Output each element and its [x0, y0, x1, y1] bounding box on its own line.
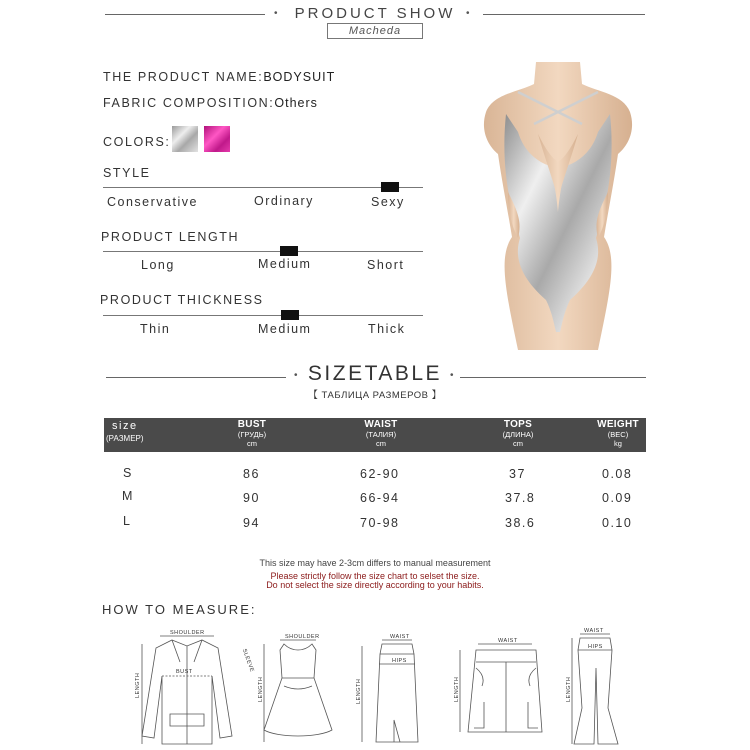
header-tops: TOPS (ДЛИНА) cm	[502, 419, 534, 448]
header-size: size (РАЗМЕР)	[106, 420, 144, 443]
row-m-waist: 66-94	[360, 491, 400, 505]
length-label: PRODUCT LENGTH	[101, 230, 240, 244]
thickness-option-medium: Medium	[258, 322, 312, 336]
row-s-bust: 86	[243, 467, 260, 481]
product-name	[103, 70, 335, 84]
fabric-composition	[103, 96, 318, 110]
style-option-conservative: Conservative	[107, 195, 198, 209]
diagram-skirt	[354, 634, 424, 748]
diagram-dress	[258, 630, 338, 748]
sizetable-dot-right: •	[450, 370, 454, 381]
row-m-weight: 0.09	[602, 491, 633, 505]
row-l-tops: 38.6	[505, 516, 536, 530]
row-s-size: S	[123, 466, 133, 480]
style-option-ordinary: Ordinary	[254, 194, 314, 208]
length-option-medium: Medium	[258, 257, 312, 271]
svg-text:LENGTH: LENGTH	[356, 678, 362, 704]
size-warning-1: Please strictly follow the size chart to selset the size.	[270, 571, 480, 581]
thickness-option-thin: Thin	[140, 322, 171, 336]
label-sleeve: SLEEVE	[240, 648, 255, 674]
product-image	[478, 62, 638, 350]
thickness-option-thick: Thick	[368, 322, 406, 336]
svg-text:HIPS: HIPS	[392, 658, 407, 664]
svg-text:WAIST: WAIST	[498, 638, 518, 644]
row-l-weight: 0.10	[602, 516, 633, 530]
row-m-tops: 37.8	[505, 491, 536, 505]
color-swatch-silver[interactable]	[172, 126, 198, 152]
label-shoulder: SHOULDER	[170, 630, 205, 636]
thickness-label: PRODUCT THICKNESS	[100, 293, 264, 307]
row-l-waist: 70-98	[360, 516, 400, 530]
style-scale-marker	[381, 182, 399, 192]
diagram-jacket	[132, 626, 255, 748]
header-dot-right: •	[466, 8, 470, 19]
sizetable-title: SIZETABLE	[307, 362, 443, 385]
row-s-weight: 0.08	[602, 467, 633, 481]
fabric-label: FABRIC COMPOSITION:	[103, 96, 275, 110]
svg-text:WAIST: WAIST	[584, 628, 604, 634]
svg-text:SHOULDER: SHOULDER	[285, 634, 320, 640]
style-scale-line	[103, 187, 423, 188]
svg-text:LENGTH: LENGTH	[566, 676, 572, 702]
row-s-tops: 37	[509, 467, 526, 481]
svg-text:WAIST: WAIST	[390, 634, 410, 640]
sizetable-dot-left: •	[294, 370, 298, 381]
size-note: This size may have 2-3cm differs to manual measurement	[259, 558, 491, 568]
row-s-waist: 62-90	[360, 467, 400, 481]
length-option-short: Short	[367, 258, 405, 272]
product-name-value: BODYSUIT	[263, 70, 336, 84]
svg-text:LENGTH: LENGTH	[454, 676, 460, 702]
page-title: PRODUCT SHOW	[294, 5, 456, 22]
svg-text:HIPS: HIPS	[588, 644, 603, 650]
header-bust: BUST (ГРУДЬ) cm	[237, 419, 267, 448]
length-scale-line	[103, 251, 423, 252]
product-name-label: THE PRODUCT NAME:	[103, 70, 264, 84]
diagram-shorts	[452, 636, 562, 746]
brand-logo: Macheda	[327, 23, 423, 39]
sizetable-header	[104, 418, 646, 452]
label-bust: BUST	[176, 669, 193, 675]
label-length: LENGTH	[135, 672, 141, 698]
header-waist: WAIST (ТАЛИЯ) cm	[364, 419, 398, 448]
style-option-sexy: Sexy	[371, 195, 405, 209]
length-scale-marker	[280, 246, 298, 256]
row-l-size: L	[123, 514, 132, 528]
length-option-long: Long	[141, 258, 175, 272]
row-l-bust: 94	[243, 516, 260, 530]
sizetable-subtitle: 【 ТАБЛИЦА РАЗМЕРОВ 】	[308, 390, 442, 401]
row-m-bust: 90	[243, 491, 260, 505]
row-m-size: M	[122, 489, 134, 503]
how-to-measure-title: HOW TO MEASURE:	[102, 602, 257, 617]
size-warning-2: Do not select the size directly according to your habits.	[266, 580, 484, 590]
svg-text:LENGTH: LENGTH	[258, 676, 264, 702]
style-label: STYLE	[103, 166, 151, 180]
diagram-pants	[560, 628, 630, 748]
thickness-scale-marker	[281, 310, 299, 320]
colors-label: COLORS:	[103, 135, 171, 149]
header-dot-left: •	[274, 8, 278, 19]
header-weight: WEIGHT (ВЕС) kg	[597, 419, 639, 448]
thickness-scale-line	[103, 315, 423, 316]
color-swatch-pink[interactable]	[204, 126, 230, 152]
fabric-value: Others	[274, 96, 318, 110]
